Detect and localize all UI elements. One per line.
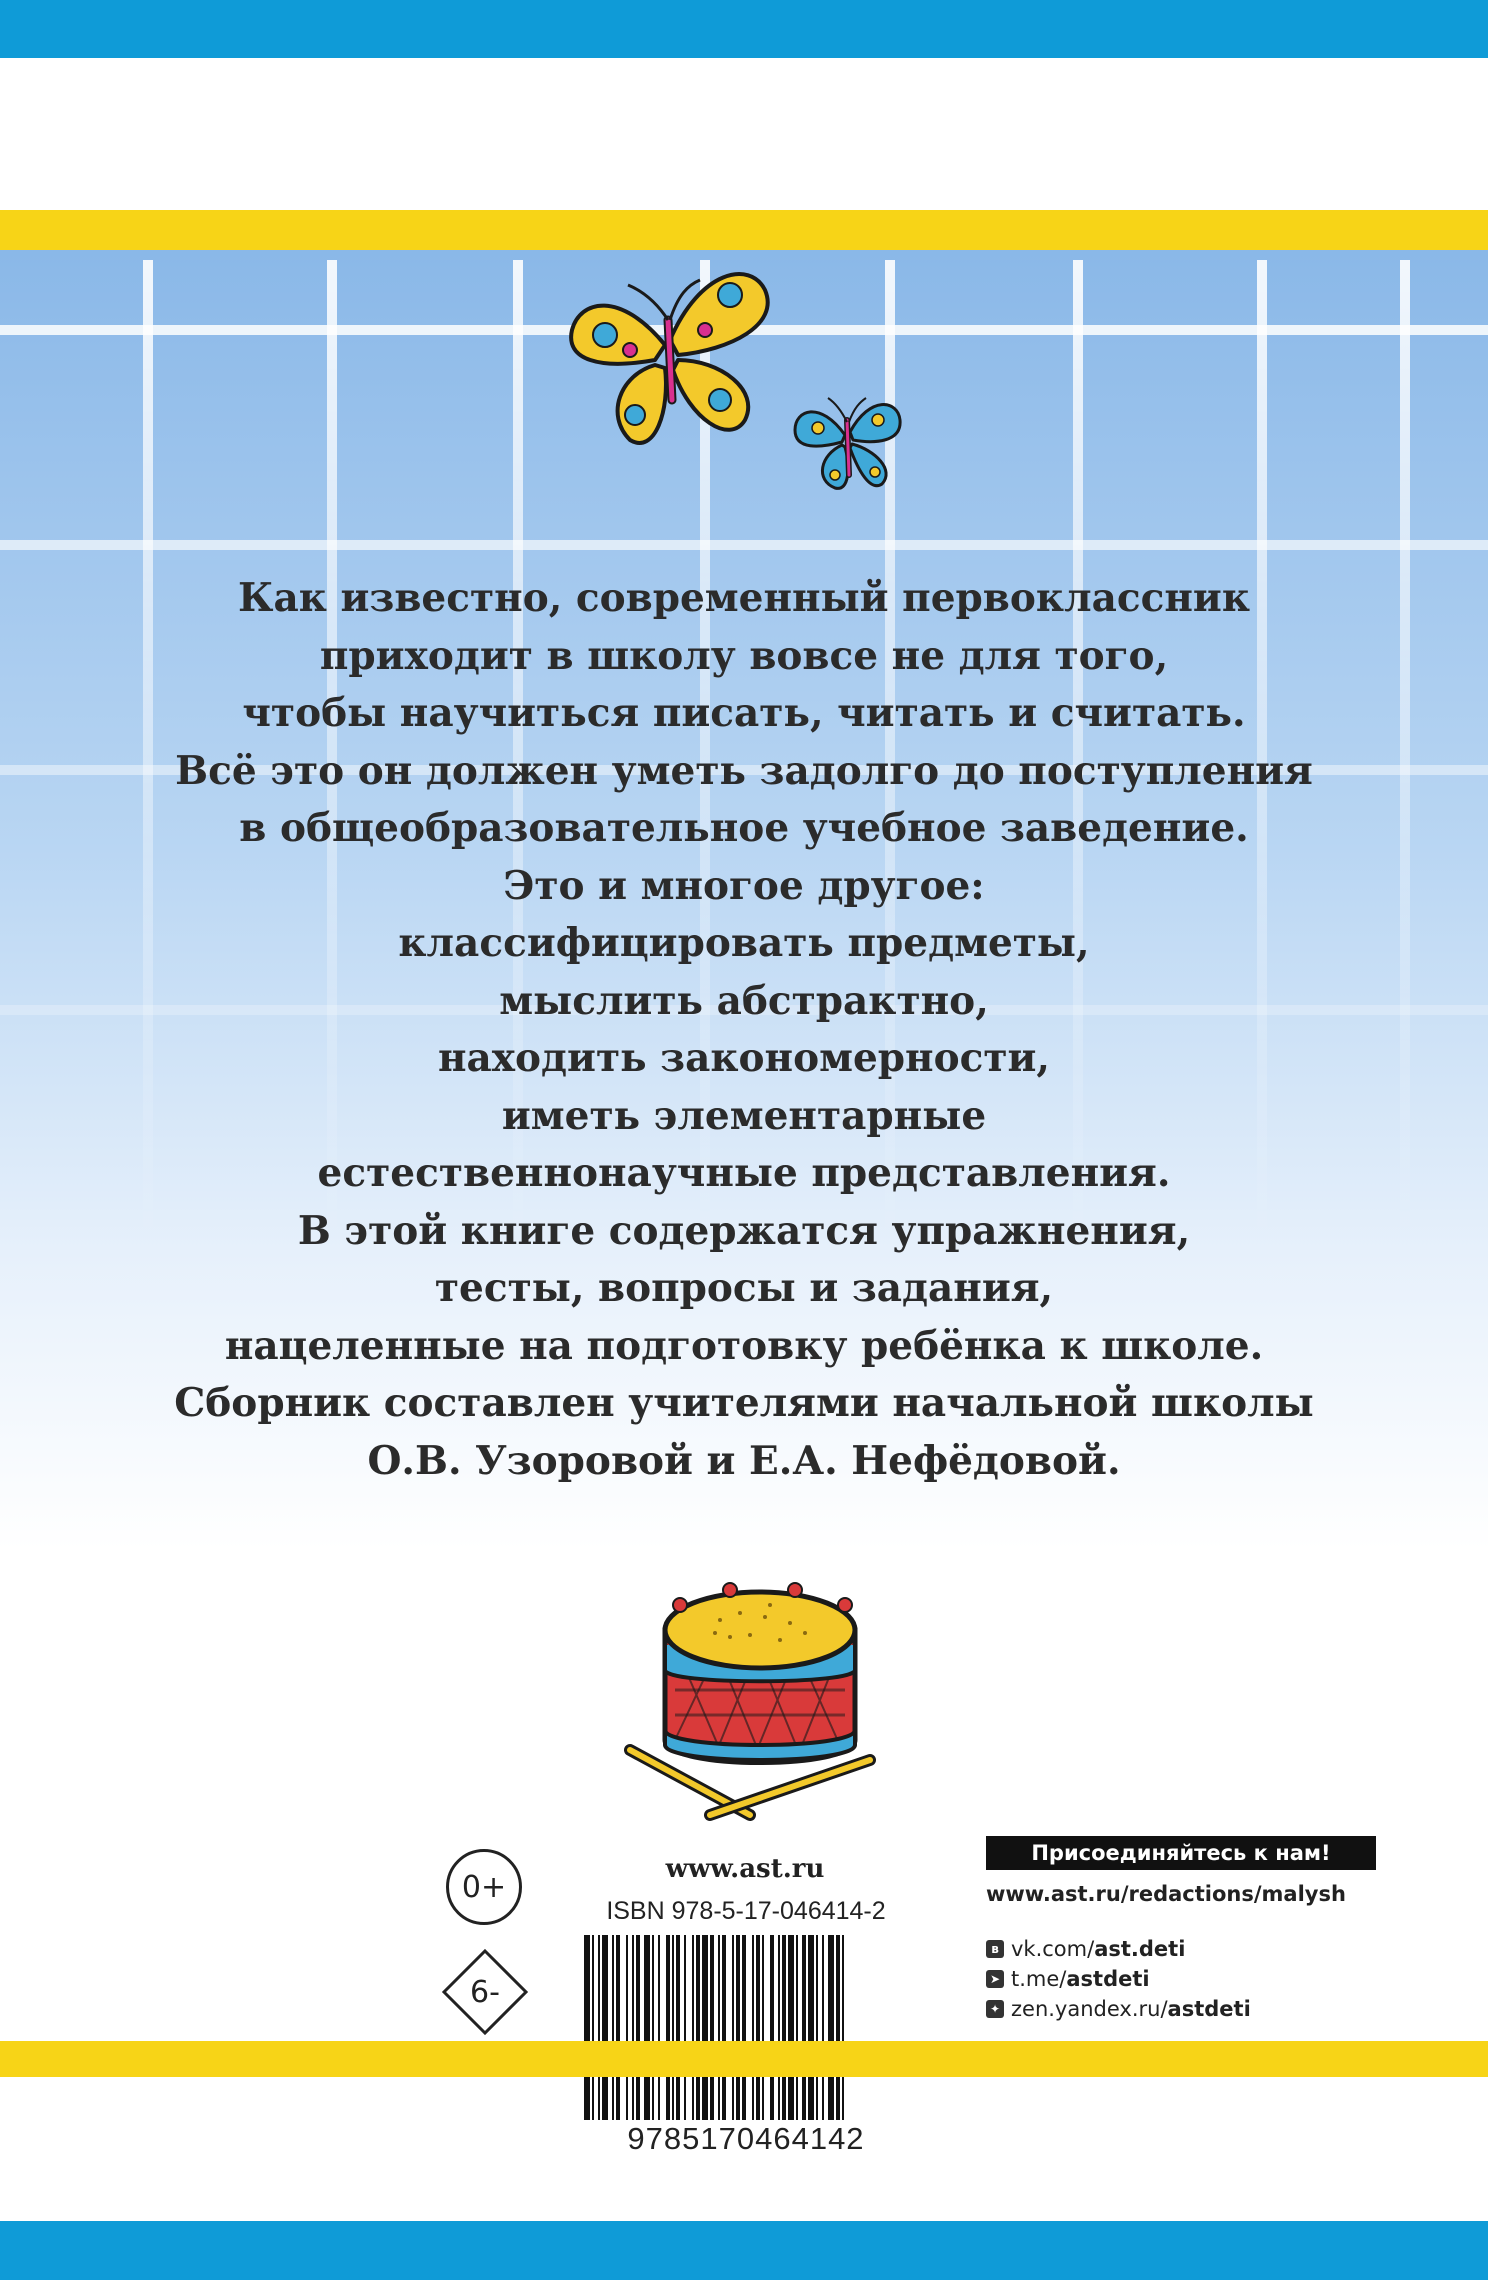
barcode-bar — [672, 1935, 674, 2120]
social-link-handle: astdeti — [1066, 1967, 1150, 1991]
top-blue-band — [0, 0, 1488, 58]
barcode-digits: 9785170464142 — [627, 2121, 865, 2156]
barcode-bar — [652, 1935, 654, 2120]
butterfly-small-icon — [790, 380, 905, 495]
barcode-bar — [612, 1935, 614, 2120]
social-link-prefix: zen.yandex.ru/ — [1011, 1997, 1168, 2021]
top-yellow-band — [0, 210, 1488, 250]
barcode-bar — [828, 1935, 834, 2120]
barcode-bar — [616, 1935, 620, 2120]
barcode-bar — [696, 1935, 700, 2120]
description-line: О.В. Узоровой и Е.А. Нефёдовой. — [367, 1437, 1121, 1484]
drum-icon — [620, 1565, 900, 1825]
barcode-bar — [584, 1935, 590, 2120]
barcode-bar — [736, 1935, 740, 2120]
description-line: Это и многое другое: — [503, 862, 985, 909]
description-line: чтобы научиться писать, читать и считать. — [242, 690, 1246, 736]
description-line: В этой книге содержатся упражнения, — [297, 1207, 1191, 1254]
social-link-handle: astdeti — [1167, 1997, 1251, 2021]
barcode-bar — [770, 1935, 774, 2120]
join-us-banner: Присоединяйтесь к нам! — [986, 1836, 1376, 1870]
barcode-bar — [636, 1935, 640, 2120]
barcode-bar — [710, 1935, 714, 2120]
barcode-bar — [778, 1935, 780, 2120]
barcode-bar — [666, 1935, 670, 2120]
social-link-prefix: vk.com/ — [1011, 1937, 1095, 1961]
social-link-handle: ast.deti — [1094, 1937, 1186, 1961]
description-line: находить закономерности, — [437, 1035, 1051, 1081]
barcode-bar — [822, 1935, 824, 2120]
barcode-bar — [676, 1935, 680, 2120]
description-line: нацеленные на подготовку ребёнка к школе. — [224, 1322, 1264, 1369]
barcode-bar — [626, 1935, 628, 2120]
barcode-bar — [762, 1935, 764, 2120]
description-line: мыслить абстрактно, — [499, 977, 989, 1024]
isbn-block — [566, 1895, 926, 2160]
barcode-bar — [718, 1935, 720, 2120]
description-line: приходит в школу вовсе не для того, — [319, 632, 1169, 679]
grade-rating-badge: 6- — [470, 1974, 500, 2010]
bottom-yellow-band — [0, 2041, 1488, 2077]
barcode-bar — [816, 1935, 818, 2120]
barcode-bar — [592, 1935, 594, 2120]
barcode-bar — [802, 1935, 806, 2120]
social-link-vk[interactable] — [986, 1934, 1386, 1964]
bottom-blue-band — [0, 2221, 1488, 2280]
barcode-bar — [842, 1935, 844, 2120]
publisher-site: www.ast.ru — [665, 1854, 825, 1884]
barcode-bar — [752, 1935, 754, 2120]
zen-icon: ✦ — [986, 2000, 1004, 2018]
barcode-bar — [644, 1935, 650, 2120]
description-line: естественнонаучные представления. — [317, 1150, 1171, 1196]
barcode-bar — [756, 1935, 760, 2120]
barcode-bar — [836, 1935, 840, 2120]
description-line: в общеобразовательное учебное заведение. — [239, 805, 1249, 851]
description-line: Сборник составлен учителями начальной школы — [174, 1380, 1314, 1426]
barcode-bar — [808, 1935, 814, 2120]
description-line: иметь элементарные — [501, 1092, 987, 1139]
isbn-label: ISBN 978-5-17-046414-2 — [606, 1897, 886, 1925]
barcode-bar — [692, 1935, 694, 2120]
vk-icon: в — [986, 1940, 1004, 1958]
barcode-bar — [742, 1935, 746, 2120]
barcode-bar — [722, 1935, 726, 2120]
social-link-zen[interactable] — [986, 1994, 1386, 2024]
butterfly-large-icon — [560, 250, 780, 460]
barcode-bar — [598, 1935, 600, 2120]
barcode-bar — [732, 1935, 734, 2120]
description-line: Всё это он должен уметь задолго до поступления — [175, 747, 1313, 794]
barcode-bar — [796, 1935, 798, 2120]
description-line: Как известно, современный первоклассник — [238, 575, 1250, 621]
barcode-bar — [632, 1935, 634, 2120]
barcode-bar — [658, 1935, 660, 2120]
barcode-bar — [684, 1935, 686, 2120]
description-line: тесты, вопросы и задания, — [434, 1265, 1054, 1311]
social-link-prefix: t.me/ — [1011, 1967, 1067, 1991]
telegram-icon: ➤ — [986, 1970, 1004, 1988]
social-links — [986, 1934, 1386, 2024]
barcode-bar — [788, 1935, 794, 2120]
description-line: классифицировать предметы, — [398, 920, 1090, 966]
barcode-bar — [782, 1935, 786, 2120]
barcode-bar — [702, 1935, 708, 2120]
age-rating-badge: 0+ — [446, 1849, 522, 1925]
description-text — [80, 570, 1408, 1490]
join-url[interactable]: www.ast.ru/redactions/malysh — [986, 1882, 1346, 1906]
social-link-telegram[interactable] — [986, 1964, 1386, 1994]
barcode-bar — [602, 1935, 608, 2120]
barcode — [584, 1935, 910, 2120]
